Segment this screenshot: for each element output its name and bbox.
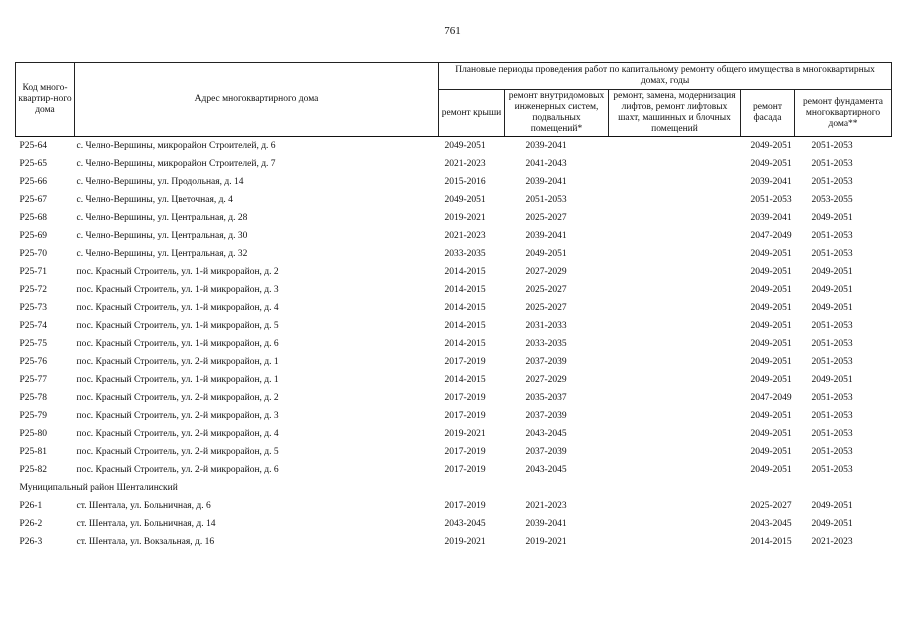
cell-code: Р25-81	[19, 446, 47, 457]
cell-facade: 2049-2051	[750, 356, 792, 367]
table-row	[16, 137, 892, 156]
cell-foundation: 2049-2051	[811, 500, 853, 511]
cell-lifts	[609, 191, 741, 209]
page-number: 761	[444, 25, 461, 37]
cell-address: с. Челно-Вершины, микрорайон Строителей, д. 7	[76, 158, 276, 169]
cell-code: Р25-64	[19, 140, 47, 151]
cell-facade: 2049-2051	[750, 266, 792, 277]
cell-code: Р25-72	[19, 284, 47, 295]
table-row	[16, 461, 892, 479]
cell-lifts	[609, 245, 741, 263]
cell-address: пос. Красный Строитель, ул. 2-й микрорайон, д. 4	[76, 428, 279, 439]
cell-code: Р26-2	[19, 518, 43, 529]
cell-roof: 2014-2015	[444, 302, 486, 313]
cell-roof: 2019-2021	[444, 212, 486, 223]
table-body	[16, 137, 892, 552]
cell-address: с. Челно-Вершины, ул. Центральная, д. 30	[76, 230, 248, 241]
cell-address: с. Челно-Вершины, ул. Цветочная, д. 4	[76, 194, 233, 205]
cell-foundation: 2049-2051	[811, 302, 853, 313]
header-roof: ремонт крыши	[439, 90, 505, 137]
cell-lifts	[609, 137, 741, 156]
cell-foundation: 2049-2051	[811, 266, 853, 277]
cell-code: Р25-66	[19, 176, 47, 187]
cell-foundation: 2051-2053	[811, 410, 853, 421]
cell-facade: 2049-2051	[750, 284, 792, 295]
cell-facade: 2049-2051	[750, 248, 792, 259]
cell-facade: 2049-2051	[750, 320, 792, 331]
cell-foundation: 2051-2053	[811, 356, 853, 367]
cell-roof: 2017-2019	[444, 356, 486, 367]
cell-lifts	[609, 209, 741, 227]
cell-lifts	[609, 155, 741, 173]
cell-roof: 2014-2015	[444, 374, 486, 385]
table-row	[16, 299, 892, 317]
cell-address: пос. Красный Строитель, ул. 1-й микрорайон, д. 3	[76, 284, 279, 295]
cell-foundation: 2053-2055	[811, 194, 853, 205]
cell-systems: 2043-2045	[525, 464, 567, 475]
cell-code: Р26-3	[19, 536, 43, 547]
cell-code: Р25-71	[19, 266, 47, 277]
cell-facade: 2049-2051	[750, 446, 792, 457]
cell-systems: 2025-2027	[525, 302, 567, 313]
table-row	[16, 533, 892, 551]
cell-address: пос. Красный Строитель, ул. 1-й микрорайон, д. 5	[76, 320, 279, 331]
cell-facade: 2039-2041	[750, 212, 792, 223]
cell-facade: 2049-2051	[750, 464, 792, 475]
cell-roof: 2017-2019	[444, 410, 486, 421]
cell-systems: 2019-2021	[525, 536, 567, 547]
cell-roof: 2017-2019	[444, 392, 486, 403]
cell-roof: 2043-2045	[444, 518, 486, 529]
cell-systems: 2025-2027	[525, 212, 567, 223]
cell-code: Р25-82	[19, 464, 47, 475]
cell-roof: 2049-2051	[444, 194, 486, 205]
cell-systems: 2039-2041	[525, 230, 567, 241]
cell-address: пос. Красный Строитель, ул. 1-й микрорайон, д. 6	[76, 338, 279, 349]
table-row	[16, 245, 892, 263]
cell-roof: 2014-2015	[444, 266, 486, 277]
cell-systems: 2037-2039	[525, 410, 567, 421]
cell-lifts	[609, 371, 741, 389]
table-row	[16, 515, 892, 533]
cell-systems: 2041-2043	[525, 158, 567, 169]
cell-code: Р25-79	[19, 410, 47, 421]
table-row	[16, 173, 892, 191]
cell-roof: 2017-2019	[444, 446, 486, 457]
cell-foundation: 2051-2053	[811, 392, 853, 403]
cell-code: Р25-65	[19, 158, 47, 169]
cell-lifts	[609, 425, 741, 443]
cell-foundation: 2049-2051	[811, 212, 853, 223]
cell-foundation: 2049-2051	[811, 374, 853, 385]
cell-foundation: 2051-2053	[811, 320, 853, 331]
table-row	[16, 335, 892, 353]
cell-address: пос. Красный Строитель, ул. 1-й микрорайон, д. 1	[76, 374, 279, 385]
header-code: Код много-квартир-ного дома	[16, 63, 75, 137]
cell-foundation: 2021-2023	[811, 536, 853, 547]
cell-facade: 2049-2051	[750, 410, 792, 421]
section-title: Муниципальный район Шенталинский	[19, 482, 178, 493]
cell-systems: 2037-2039	[525, 356, 567, 367]
table-row	[16, 209, 892, 227]
cell-lifts	[609, 299, 741, 317]
cell-code: Р25-77	[19, 374, 47, 385]
section-row	[16, 479, 892, 497]
cell-systems: 2033-2035	[525, 338, 567, 349]
cell-facade: 2051-2053	[750, 194, 792, 205]
cell-code: Р25-69	[19, 230, 47, 241]
cell-address: пос. Красный Строитель, ул. 1-й микрорайон, д. 2	[76, 266, 279, 277]
cell-foundation: 2051-2053	[811, 248, 853, 259]
cell-lifts	[609, 407, 741, 425]
header-systems: ремонт внутридомовых инженерных систем, подвальных помещений*	[505, 90, 609, 137]
cell-lifts	[609, 389, 741, 407]
header-foundation: ремонт фундамента многоквартирного дома**	[795, 90, 892, 137]
table-row	[16, 155, 892, 173]
cell-lifts	[609, 263, 741, 281]
header-lifts: ремонт, замена, модернизация лифтов, ремонт лифтовых шахт, машинных и блочных помещений	[609, 90, 741, 137]
cell-code: Р25-74	[19, 320, 47, 331]
header-facade: ремонт фасада	[741, 90, 795, 137]
cell-systems: 2025-2027	[525, 284, 567, 295]
cell-lifts	[609, 533, 741, 551]
cell-systems: 2043-2045	[525, 428, 567, 439]
cell-systems: 2031-2033	[525, 320, 567, 331]
cell-facade: 2047-2049	[750, 392, 792, 403]
cell-code: Р25-73	[19, 302, 47, 313]
table-row	[16, 389, 892, 407]
cell-lifts	[609, 281, 741, 299]
header-address: Адрес многоквартирного дома	[75, 63, 439, 137]
cell-lifts	[609, 443, 741, 461]
cell-code: Р25-76	[19, 356, 47, 367]
cell-roof: 2014-2015	[444, 338, 486, 349]
cell-code: Р25-75	[19, 338, 47, 349]
cell-foundation: 2051-2053	[811, 158, 853, 169]
cell-code: Р25-70	[19, 248, 47, 259]
cell-foundation: 2049-2051	[811, 518, 853, 529]
cell-systems: 2049-2051	[525, 248, 567, 259]
table-row	[16, 353, 892, 371]
cell-foundation: 2049-2051	[811, 284, 853, 295]
cell-address: ст. Шентала, ул. Вокзальная, д. 16	[76, 536, 215, 547]
cell-roof: 2017-2019	[444, 500, 486, 511]
table-row	[16, 191, 892, 209]
cell-lifts	[609, 317, 741, 335]
cell-address: пос. Красный Строитель, ул. 2-й микрорайон, д. 6	[76, 464, 279, 475]
table-row	[16, 407, 892, 425]
cell-roof: 2014-2015	[444, 284, 486, 295]
table-row	[16, 497, 892, 515]
cell-foundation: 2051-2053	[811, 140, 853, 151]
cell-lifts	[609, 497, 741, 515]
cell-address: пос. Красный Строитель, ул. 2-й микрорайон, д. 3	[76, 410, 279, 421]
cell-lifts	[609, 227, 741, 245]
cell-roof: 2019-2021	[444, 428, 486, 439]
cell-systems: 2037-2039	[525, 446, 567, 457]
table-row	[16, 371, 892, 389]
cell-address: пос. Красный Строитель, ул. 2-й микрорайон, д. 5	[76, 446, 279, 457]
cell-facade: 2049-2051	[750, 140, 792, 151]
cell-systems: 2021-2023	[525, 500, 567, 511]
cell-code: Р25-78	[19, 392, 47, 403]
cell-lifts	[609, 461, 741, 479]
cell-roof: 2014-2015	[444, 320, 486, 331]
cell-lifts	[609, 335, 741, 353]
cell-systems: 2027-2029	[525, 266, 567, 277]
cell-lifts	[609, 353, 741, 371]
cell-lifts	[609, 173, 741, 191]
cell-roof: 2033-2035	[444, 248, 486, 259]
cell-foundation: 2051-2053	[811, 176, 853, 187]
cell-facade: 2049-2051	[750, 338, 792, 349]
cell-foundation: 2051-2053	[811, 446, 853, 457]
cell-address: пос. Красный Строитель, ул. 1-й микрорайон, д. 4	[76, 302, 279, 313]
cell-systems: 2051-2053	[525, 194, 567, 205]
cell-address: с. Челно-Вершины, микрорайон Строителей, д. 6	[76, 140, 276, 151]
cell-code: Р26-1	[19, 500, 43, 511]
cell-address: пос. Красный Строитель, ул. 2-й микрорайон, д. 2	[76, 392, 279, 403]
cell-foundation: 2051-2053	[811, 464, 853, 475]
table-row	[16, 227, 892, 245]
table-row	[16, 443, 892, 461]
cell-roof: 2049-2051	[444, 140, 486, 151]
cell-lifts	[609, 515, 741, 533]
cell-systems: 2039-2041	[525, 518, 567, 529]
cell-facade: 2047-2049	[750, 230, 792, 241]
cell-address: с. Челно-Вершины, ул. Центральная, д. 32	[76, 248, 248, 259]
cell-code: Р25-80	[19, 428, 47, 439]
header-periods: Плановые периоды проведения работ по капитальному ремонту общего имущества в многоквартирных домах, годы	[439, 63, 892, 90]
cell-systems: 2027-2029	[525, 374, 567, 385]
cell-foundation: 2051-2053	[811, 230, 853, 241]
cell-facade: 2049-2051	[750, 428, 792, 439]
cell-roof: 2017-2019	[444, 464, 486, 475]
cell-facade: 2043-2045	[750, 518, 792, 529]
cell-roof: 2019-2021	[444, 536, 486, 547]
cell-address: ст. Шентала, ул. Больничная, д. 14	[76, 518, 216, 529]
cell-roof: 2021-2023	[444, 230, 486, 241]
cell-address: с. Челно-Вершины, ул. Продольная, д. 14	[76, 176, 244, 187]
cell-roof: 2021-2023	[444, 158, 486, 169]
cell-foundation: 2051-2053	[811, 338, 853, 349]
cell-code: Р25-68	[19, 212, 47, 223]
cell-address: пос. Красный Строитель, ул. 2-й микрорайон, д. 1	[76, 356, 279, 367]
cell-facade: 2049-2051	[750, 374, 792, 385]
capital-repair-table	[15, 62, 892, 551]
cell-facade: 2039-2041	[750, 176, 792, 187]
table-row	[16, 281, 892, 299]
cell-facade: 2025-2027	[750, 500, 792, 511]
cell-address: с. Челно-Вершины, ул. Центральная, д. 28	[76, 212, 248, 223]
cell-facade: 2049-2051	[750, 158, 792, 169]
cell-systems: 2039-2041	[525, 140, 567, 151]
table-row	[16, 263, 892, 281]
table-row	[16, 425, 892, 443]
cell-code: Р25-67	[19, 194, 47, 205]
cell-facade: 2049-2051	[750, 302, 792, 313]
cell-address: ст. Шентала, ул. Больничная, д. 6	[76, 500, 211, 511]
table-row	[16, 317, 892, 335]
cell-foundation: 2051-2053	[811, 428, 853, 439]
cell-facade: 2014-2015	[750, 536, 792, 547]
cell-systems: 2039-2041	[525, 176, 567, 187]
cell-systems: 2035-2037	[525, 392, 567, 403]
cell-roof: 2015-2016	[444, 176, 486, 187]
